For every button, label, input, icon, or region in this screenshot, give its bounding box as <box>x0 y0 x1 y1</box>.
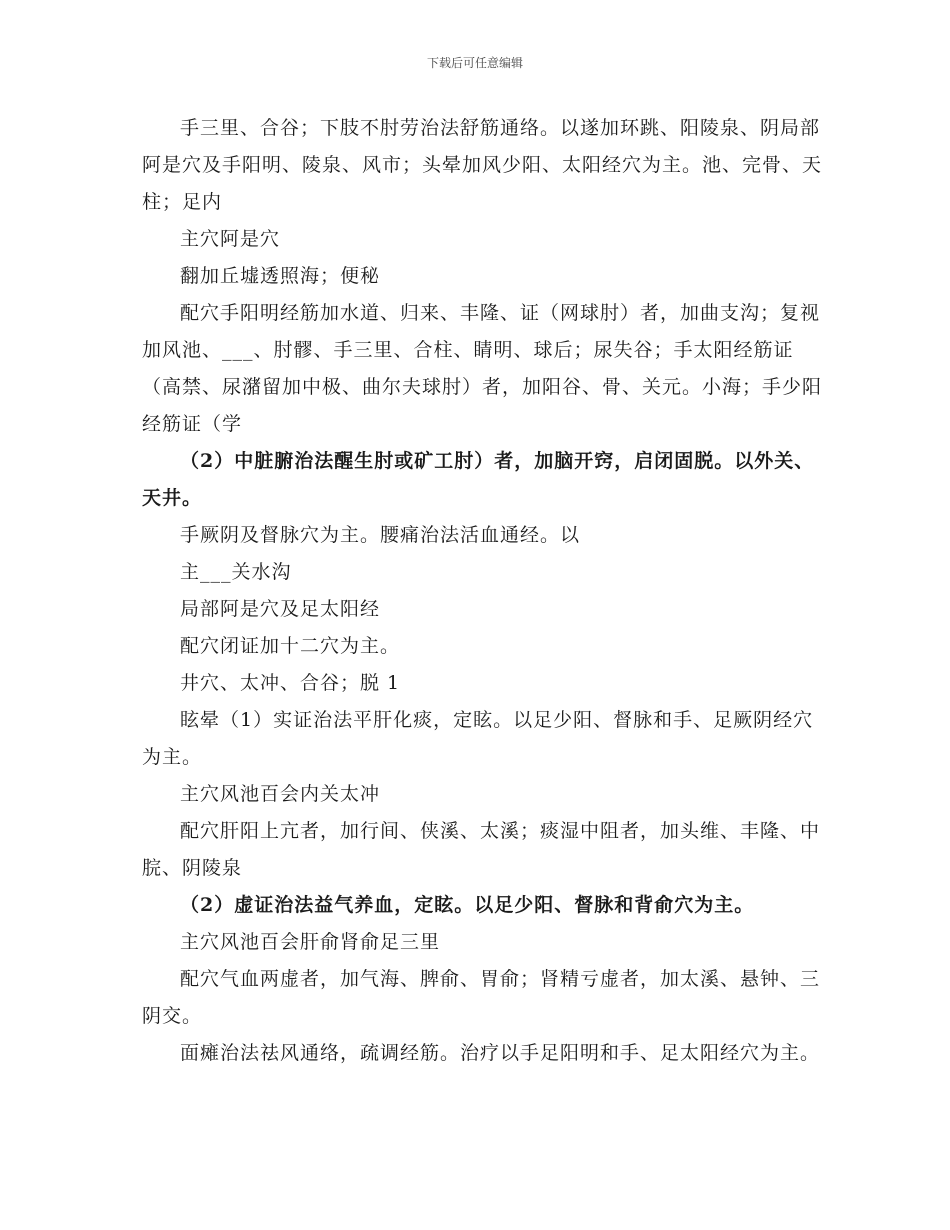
paragraph: 主穴风池百会肝俞肾俞足三里 <box>180 931 441 953</box>
paragraph: 主穴阿是穴 <box>180 228 281 250</box>
page-header: 下载后可任意编辑 <box>426 56 523 70</box>
paragraph-bold: （2）虚证治法益气养血，定眩。以足少阳、督脉和背俞穴为主。 <box>180 894 755 916</box>
paragraph: 手厥阴及督脉穴为主。腰痛治法活血通经。以 <box>180 524 581 546</box>
paragraph: 配穴手阳明经筋加水道、归来、丰隆、证（网球肘）者，加曲支沟；复视加风池、___、肘髎、手三里、合柱、睛明、球后；尿失谷；手太阳经筋证（高禁、尿潴留加中极、曲尔夫球肘）者，加阳谷、骨、关元。小海；手少阳经筋证（学 <box>142 302 823 435</box>
paragraph: 眩晕（1）实证治法平肝化痰，定眩。以足少阳、督脉和手、足厥阴经穴为主。 <box>142 709 814 768</box>
paragraph: 井穴、太冲、合谷；脱 1 <box>180 672 401 694</box>
paragraph: 主___关水沟 <box>180 561 292 583</box>
paragraph: 配穴闭证加十二穴为主。 <box>180 635 401 657</box>
paragraph: 局部阿是穴及足太阳经 <box>180 598 381 620</box>
paragraph: 翻加丘墟透照海；便秘 <box>180 265 381 287</box>
paragraph: 手三里、合谷；下肢不肘劳治法舒筋通络。以遂加环跳、阳陵泉、阴局部阿是穴及手阳明、陵泉、风市；头晕加风少阳、太阳经穴为主。池、完骨、天柱；足内 <box>142 117 823 213</box>
paragraph: 配穴气血两虚者，加气海、脾俞、胃俞；肾精亏虚者，加太溪、悬钟、三阴交。 <box>142 968 821 1027</box>
document-body <box>142 110 832 1072</box>
paragraph: 面瘫治法祛风通络，疏调经筋。治疗以手足阳明和手、足太阳经穴为主。 <box>180 1042 821 1064</box>
paragraph: 配穴肝阳上亢者，加行间、侠溪、太溪；痰湿中阻者，加头维、丰隆、中脘、阴陵泉 <box>142 820 821 879</box>
paragraph: 主穴风池百会内关太冲 <box>180 783 381 805</box>
paragraph-bold: （2）中脏腑治法醒生肘或矿工肘）者，加脑开窍，启闭固脱。以外关、天井。 <box>142 450 815 509</box>
